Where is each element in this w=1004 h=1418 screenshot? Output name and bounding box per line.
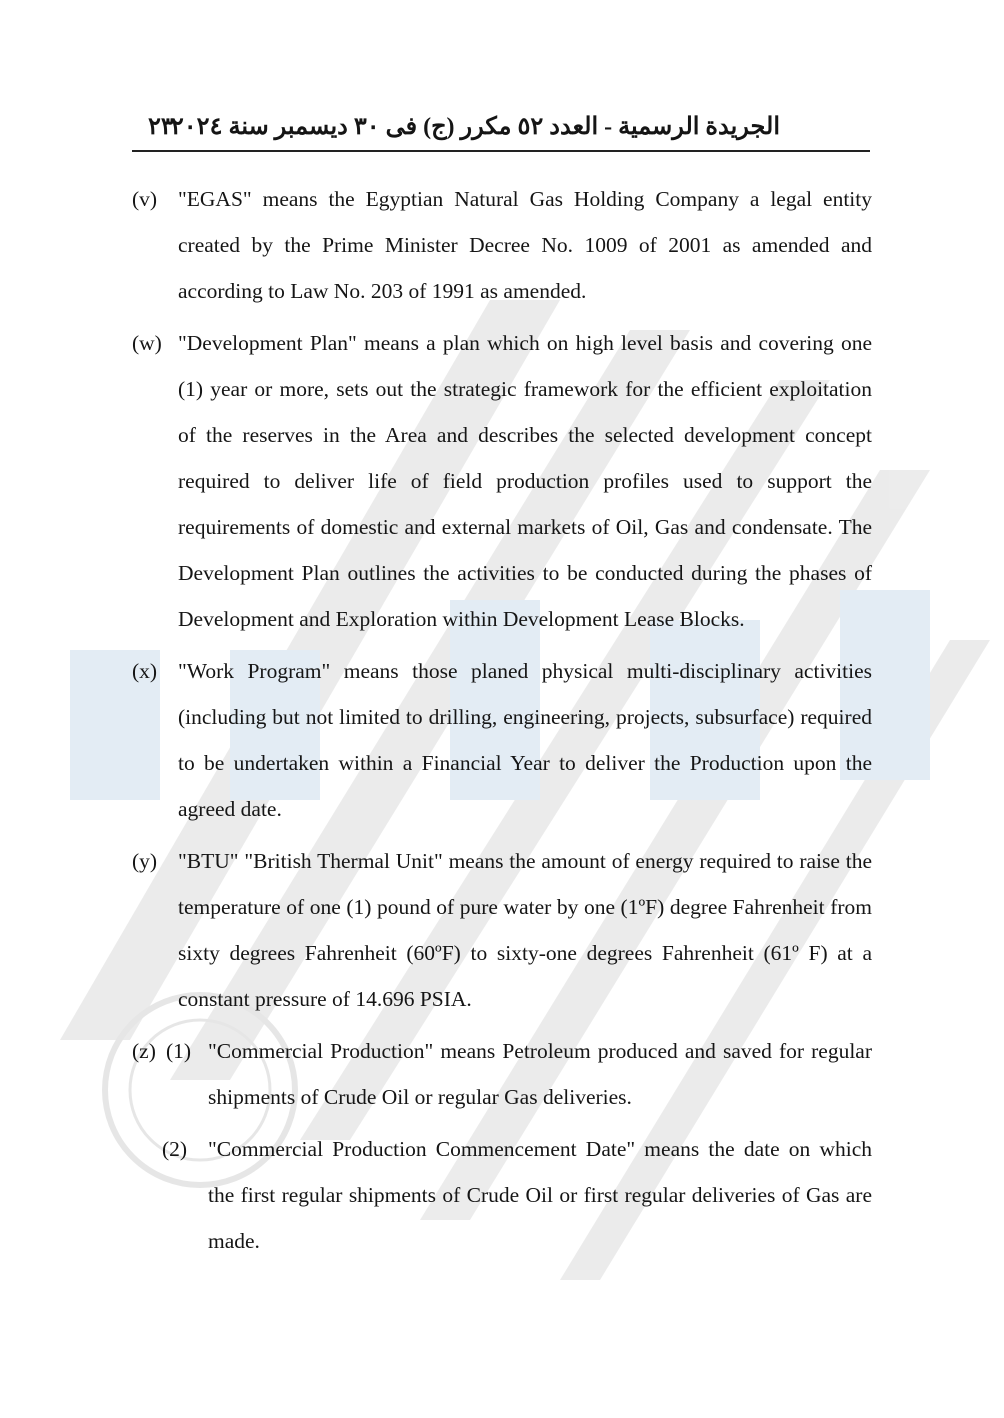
- sub-item-marker: (1): [166, 1039, 192, 1063]
- definition-text: "Development Plan" means a plan which on high level basis and covering one (1) year or more, sets out the strategic framework for the efficient exploitation of the reserves in the Area and describes the selected development concept required to deliver life of field production profiles used to support the requirements of domestic and external markets of Oil, Gas and condensate. The Development Plan outlines the activities to be conducted during the phases of Development and Exploration within Development Lease Blocks.: [178, 331, 872, 631]
- definition-text: "Commercial Production" means Petroleum produced and saved for regular shipments of Crude Oil or regular Gas deliveries.: [208, 1039, 872, 1109]
- definition-text: "Work Program" means those planed physical multi-disciplinary activities (including but not limited to drilling, engineering, projects, subsurface) required to be undertaken within a Financial Year to deliver the Production upon the agreed date.: [178, 659, 872, 821]
- definition-marker: (z): [132, 1039, 156, 1063]
- document-body: [132, 176, 872, 1264]
- definition-text: "Commercial Production Commencement Date" means the date on which the first regular shipments of Crude Oil or first regular deliveries of Gas are made.: [208, 1137, 872, 1253]
- definition-marker: (y): [132, 849, 158, 873]
- definition-marker: (w): [132, 331, 162, 355]
- gazette-header-title: الجريدة الرسمية - العدد ٥٢ مكرر (ج) فى ٣٠ ديسمبر سنة ٢٠٢٤: [170, 114, 780, 140]
- definition-marker: (x): [132, 659, 158, 683]
- page-header: [132, 110, 870, 152]
- definition-z-2: [132, 1126, 872, 1264]
- definition-w: [132, 320, 872, 642]
- definition-v: [132, 176, 872, 314]
- definition-marker: (v): [132, 187, 158, 211]
- definition-text: "BTU" "British Thermal Unit" means the amount of energy required to raise the temperature of one (1) pound of pure water by one (1ºF) degree Fahrenheit from sixty degrees Fahrenheit (60ºF) to sixty-one degrees Fahrenheit (61º F) at a constant pressure of 14.696 PSIA.: [178, 849, 872, 1011]
- definition-text: "EGAS" means the Egyptian Natural Gas Holding Company a legal entity created by the Prime Minister Decree No. 1009 of 2001 as amended and according to Law No. 203 of 1991 as amended.: [178, 187, 872, 303]
- sub-item-marker: (2): [162, 1137, 188, 1161]
- definition-x: [132, 648, 872, 832]
- definition-z-1: [132, 1028, 872, 1120]
- definition-y: [132, 838, 872, 1022]
- page-number: ٢٣: [148, 114, 174, 140]
